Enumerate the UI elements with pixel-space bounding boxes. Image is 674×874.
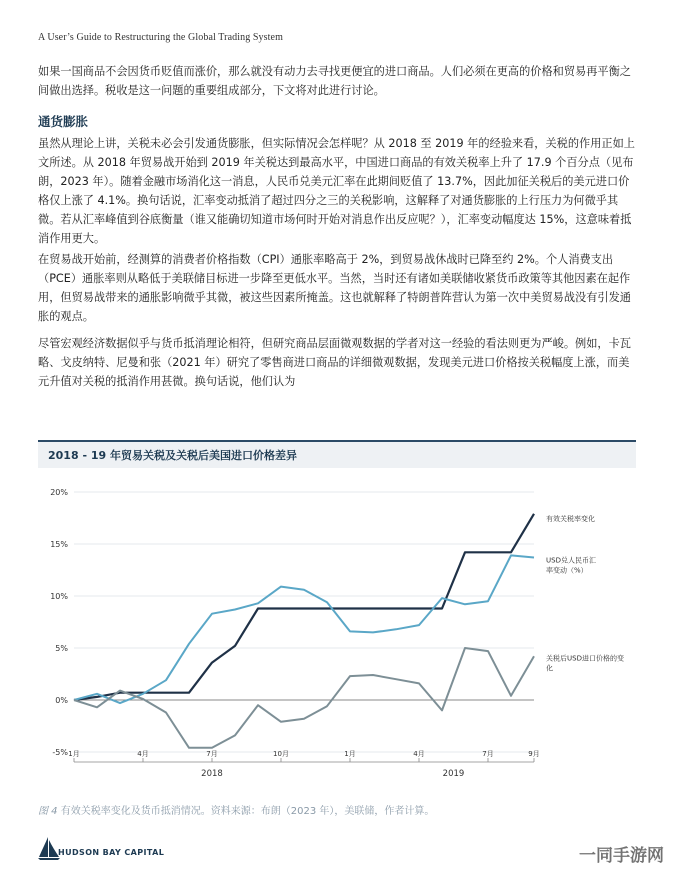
- watermark: 一同手游网: [579, 846, 664, 866]
- series-line: [74, 514, 534, 700]
- year-label: 2018: [201, 769, 223, 779]
- chart-header: [38, 440, 636, 468]
- caption-label: 图 4: [38, 806, 58, 817]
- y-tick-label: 15%: [50, 540, 68, 549]
- x-tick-label: 9月: [528, 750, 540, 758]
- y-tick-label: 20%: [50, 488, 68, 497]
- figure-caption: [38, 802, 434, 817]
- year-label: 2019: [442, 769, 465, 779]
- series-line: [74, 648, 534, 748]
- caption-text: 有效关税率变化及货币抵消情况。资料来源：布朗（2023 年），美联储，作者计算。: [60, 806, 435, 817]
- chart-container: [38, 440, 636, 790]
- x-tick-label: 1月: [68, 750, 80, 758]
- chart-title: 2018 - 19 年贸易关税及关税后美国进口价格差异: [48, 449, 297, 462]
- x-tick-label: 4月: [137, 750, 149, 758]
- x-tick-label: 7月: [206, 750, 218, 758]
- series-label: 关税后USD进口价格的变化: [546, 654, 624, 673]
- paragraph-1: 虽然从理论上讲，关税未必会引发通货膨胀，但实际情况会怎样呢？从 2018 至 2019 年的经验来看，关税的作用正如上文所述。从 2018 年贸易战开始到 2019 年关税达到最高水平，中国进口商品的有效关税率上升了 17.9 个百分点（见布朗，2023 年）。随着金融市场消化这一消息，人民币兑美元汇率在此期间贬值了 13.7%，因此加征关税后的美元进口价格仅上涨了 4.1%。换句话说，汇率变动抵消了超过四分之三的关税影响，这解释了对通货膨胀的上行压力为何微乎其微。若从汇率峰值到谷底衡量（谁又能确切知道市场何时开始对消息作出反应呢？），汇率变动幅度达 15%，这意味着抵消作用更大。: [38, 137, 635, 245]
- logo-text: HUDSON BAY CAPITAL: [58, 848, 165, 857]
- intro-paragraph: 如果一国商品不会因货币贬值而涨价，那么就没有动力去寻找更便宜的进口商品。人们必须在更高的价格和贸易再平衡之间做出选择。税收是这一问题的重要组成部分，下文将对此进行讨论。: [38, 65, 631, 97]
- y-tick-label: -5%: [52, 748, 68, 757]
- paragraph-3: 尽管宏观经济数据似乎与货币抵消理论相符，但研究商品层面微观数据的学者对这一经验的看法则更为严峻。例如，卡瓦略、戈皮纳特、尼曼和张（2021 年）研究了零售商进口商品的详细微观数据，发现美元进口价格按关税幅度上涨，而美元升值对关税的抵消作用甚微。换句话说，他们认为: [38, 337, 631, 388]
- paragraph-2: 在贸易战开始前，经测算的消费者价格指数（CPI）通胀率略高于 2%，到贸易战休战时已降至约 2%。个人消费支出（PCE）通胀率则从略低于美联储目标进一步降至更低水平。当然，当时还有诸如美联储收紧货币政策等其他因素在起作用，但贸易战带来的通胀影响微乎其微，被这些因素所掩盖。这也就解释了特朗普阵营认为第一次中美贸易战没有引发通胀的观点。: [38, 253, 631, 323]
- series-label: 有效关税率变化: [546, 515, 595, 524]
- running-head: A User’s Guide to Restructuring the Global Trading System: [38, 32, 283, 43]
- y-tick-label: 0%: [55, 696, 68, 705]
- line-chart: [38, 466, 636, 806]
- y-tick-label: 5%: [55, 644, 68, 653]
- x-tick-label: 10月: [273, 750, 289, 758]
- hudson-bay-logo-icon: [38, 836, 60, 860]
- y-tick-label: 10%: [50, 592, 68, 601]
- x-tick-label: 7月: [482, 750, 494, 758]
- section-heading: 通货膨胀: [38, 114, 89, 129]
- x-tick-label: 4月: [413, 750, 425, 758]
- x-tick-label: 1月: [344, 750, 356, 758]
- series-label: USD兑人民币汇率变动（%）: [546, 556, 596, 575]
- series-line: [74, 555, 534, 703]
